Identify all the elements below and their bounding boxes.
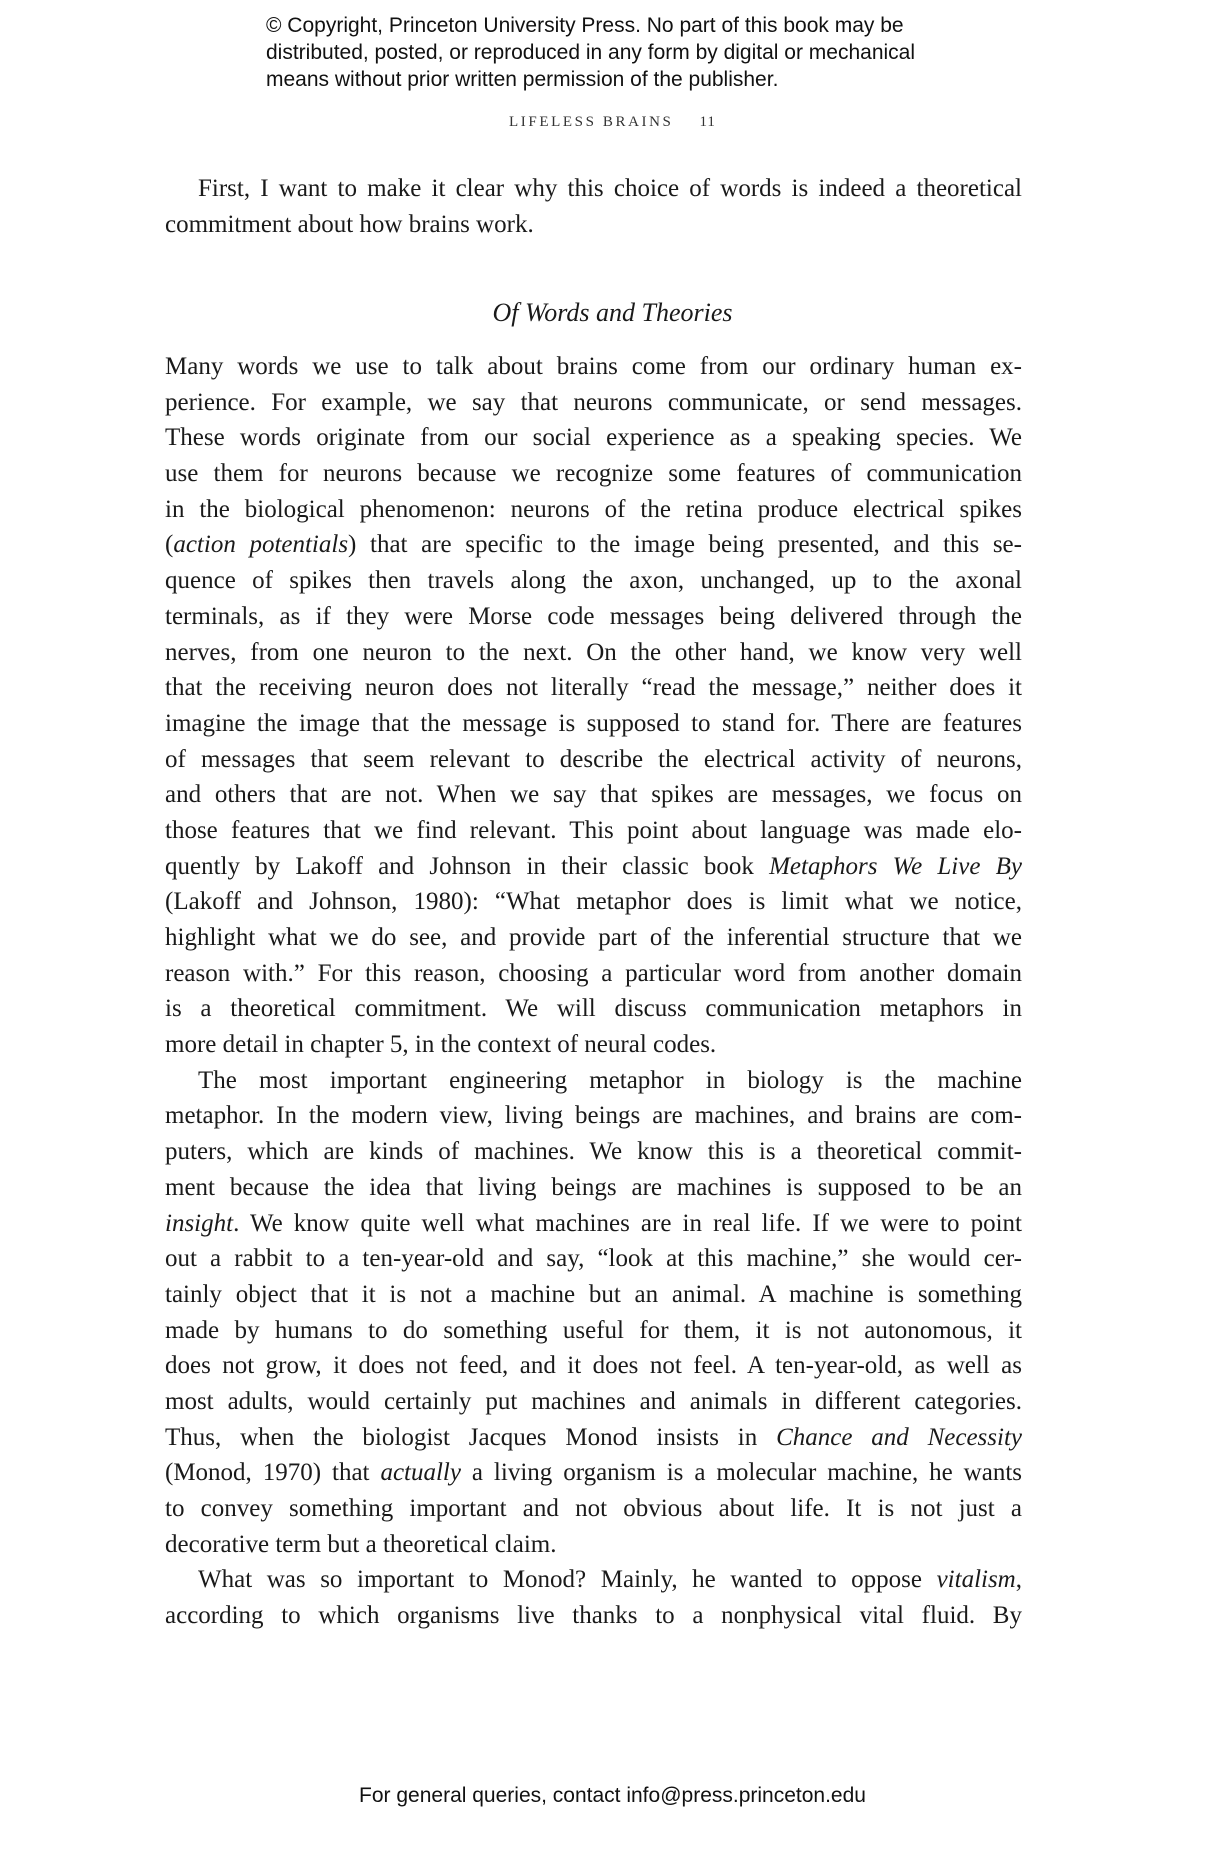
italic-text: insight — [165, 1209, 234, 1237]
text-line — [165, 456, 1022, 492]
text-segment: in the biological phenomenon: neurons of the retina produce electrical spikes — [165, 495, 1022, 523]
text-line — [165, 706, 1022, 742]
text-line — [165, 563, 1022, 599]
text-line — [165, 1491, 1022, 1527]
text-line — [165, 991, 1022, 1027]
copyright-notice — [266, 12, 915, 93]
page-number: 11 — [699, 114, 716, 130]
text-line — [165, 1420, 1022, 1456]
text-segment: a living organism is a molecular machine, he wants — [460, 1459, 1022, 1487]
text-segment: use them for neurons because we recognize some features of communication — [165, 460, 1022, 488]
text-segment: These words originate from our social experience as a speaking species. We — [165, 424, 1022, 452]
text-segment: perience. For example, we say that neurons communicate, or send messages. — [165, 388, 1022, 416]
text-line — [165, 1027, 1022, 1063]
text-segment: puters, which are kinds of machines. We know this is a theoretical commit- — [165, 1138, 1022, 1166]
text-segment: What was so important to Monod? Mainly, he wanted to oppose — [198, 1566, 937, 1594]
footer-contact: For general queries, contact info@press.princeton.edu — [359, 1784, 866, 1807]
text-segment: made by humans to do something useful for them, it is not autonomous, it — [165, 1316, 1022, 1344]
text-segment: according to which organisms live thanks to a nonphysical vital fluid. By — [165, 1602, 1022, 1630]
text-line — [165, 207, 1022, 243]
text-segment: most adults, would certainly put machines and animals in different categories. — [165, 1387, 1022, 1415]
text-line — [165, 420, 1022, 456]
text-segment: , — [1015, 1566, 1022, 1594]
text-segment: of messages that seem relevant to describe the electrical activity of neurons, — [165, 745, 1022, 773]
text-line — [165, 1455, 1022, 1491]
text-line — [165, 599, 1022, 635]
text-line — [165, 1098, 1022, 1134]
text-segment: out a rabbit to a ten-year-old and say, “look at this machine,” she would cer- — [165, 1245, 1022, 1273]
copyright-line: © Copyright, Princeton University Press. No part of this book may be — [266, 14, 904, 37]
text-line — [165, 1206, 1022, 1242]
text-segment: First, I want to make it clear why this choice of words is indeed a theoretical — [198, 175, 1022, 202]
text-line — [165, 1313, 1022, 1349]
text-line — [165, 385, 1022, 421]
text-segment: quence of spikes then travels along the axon, unchanged, up to the axonal — [165, 567, 1022, 595]
text-line — [165, 813, 1022, 849]
text-segment: The most important engineering metaphor in biology is the machine — [198, 1066, 1022, 1094]
text-segment: Many words we use to talk about brains come from our ordinary human ex- — [165, 353, 1022, 380]
text-segment: commitment about how brains work. — [165, 210, 534, 238]
text-line — [165, 849, 1022, 885]
text-segment: does not grow, it does not feed, and it does not feel. A ten-year-old, as well as — [165, 1352, 1022, 1380]
text-segment: ) that are specific to the image being presented, and this se- — [348, 531, 1022, 559]
text-segment: ment because the idea that living beings are machines is supposed to be an — [165, 1173, 1022, 1201]
text-line — [165, 635, 1022, 671]
italic-text: vitalism — [936, 1566, 1016, 1594]
text-segment: (Monod, 1970) that — [165, 1459, 381, 1487]
text-line — [165, 1170, 1022, 1206]
italic-text: action potentials — [173, 531, 349, 559]
text-segment: quently by Lakoff and Johnson in their classic book — [165, 852, 770, 880]
text-segment: terminals, as if they were Morse code messages being delivered through the — [165, 602, 1022, 630]
text-line — [165, 349, 1022, 385]
text-line — [165, 1348, 1022, 1384]
text-line — [165, 527, 1022, 563]
text-line — [165, 1527, 1022, 1563]
italic-text: Chance and Necessity — [776, 1423, 1023, 1451]
text-segment: more detail in chapter 5, in the context of neural codes. — [165, 1031, 717, 1059]
text-line — [165, 1241, 1022, 1277]
text-line — [165, 742, 1022, 778]
text-segment: that the receiving neuron does not literally “read the message,” neither does it — [165, 674, 1022, 702]
section-heading: Of Words and Theories — [492, 298, 733, 327]
text-segment: decorative term but a theoretical claim. — [165, 1530, 557, 1558]
running-head-title: LIFELESS BRAINS — [509, 114, 674, 130]
text-segment: nerves, from one neuron to the next. On the other hand, we know very well — [165, 638, 1022, 666]
text-line — [165, 1134, 1022, 1170]
text-segment: metaphor. In the modern view, living beings are machines, and brains are com- — [165, 1102, 1022, 1130]
running-head — [0, 114, 1225, 131]
italic-text: Metaphors We Live By — [769, 852, 1022, 880]
italic-text: actually — [380, 1459, 461, 1487]
text-line — [165, 1063, 1022, 1099]
intro-paragraph — [165, 171, 1022, 242]
text-line — [165, 1384, 1022, 1420]
text-segment: highlight what we do see, and provide part of the inferential structure that we — [165, 924, 1022, 951]
text-segment: reason with.” For this reason, choosing a particular word from another domain — [165, 959, 1022, 987]
text-line — [165, 920, 1022, 956]
text-segment: and others that are not. When we say that spikes are messages, we focus on — [165, 781, 1022, 809]
text-line — [165, 171, 1022, 207]
text-segment: (Lakoff and Johnson, 1980): “What metaphor does is limit what we notice, — [165, 888, 1022, 916]
copyright-line: means without prior written permission of the publisher. — [266, 68, 779, 91]
text-line — [165, 1598, 1022, 1634]
text-segment: is a theoretical commitment. We will discuss communication metaphors in — [165, 995, 1022, 1023]
text-segment: to convey something important and not obvious about life. It is not just a — [165, 1495, 1022, 1522]
text-segment: ( — [165, 531, 174, 559]
text-line — [165, 884, 1022, 920]
text-segment: tainly object that it is not a machine but an animal. A machine is something — [165, 1280, 1022, 1308]
text-segment: Thus, when the biologist Jacques Monod insists in — [165, 1423, 777, 1451]
text-segment: . We know quite well what machines are in real life. If we were to point — [233, 1209, 1022, 1237]
text-segment: imagine the image that the message is supposed to stand for. There are features — [165, 709, 1022, 737]
body-text — [165, 349, 1022, 1634]
text-segment: those features that we find relevant. This point about language was made elo- — [165, 816, 1022, 844]
copyright-line: distributed, posted, or reproduced in any form by digital or mechanical — [266, 41, 916, 64]
text-line — [165, 1277, 1022, 1313]
text-line — [165, 777, 1022, 813]
text-line — [165, 492, 1022, 528]
text-line — [165, 1562, 1022, 1598]
text-line — [165, 670, 1022, 706]
text-line — [165, 956, 1022, 992]
